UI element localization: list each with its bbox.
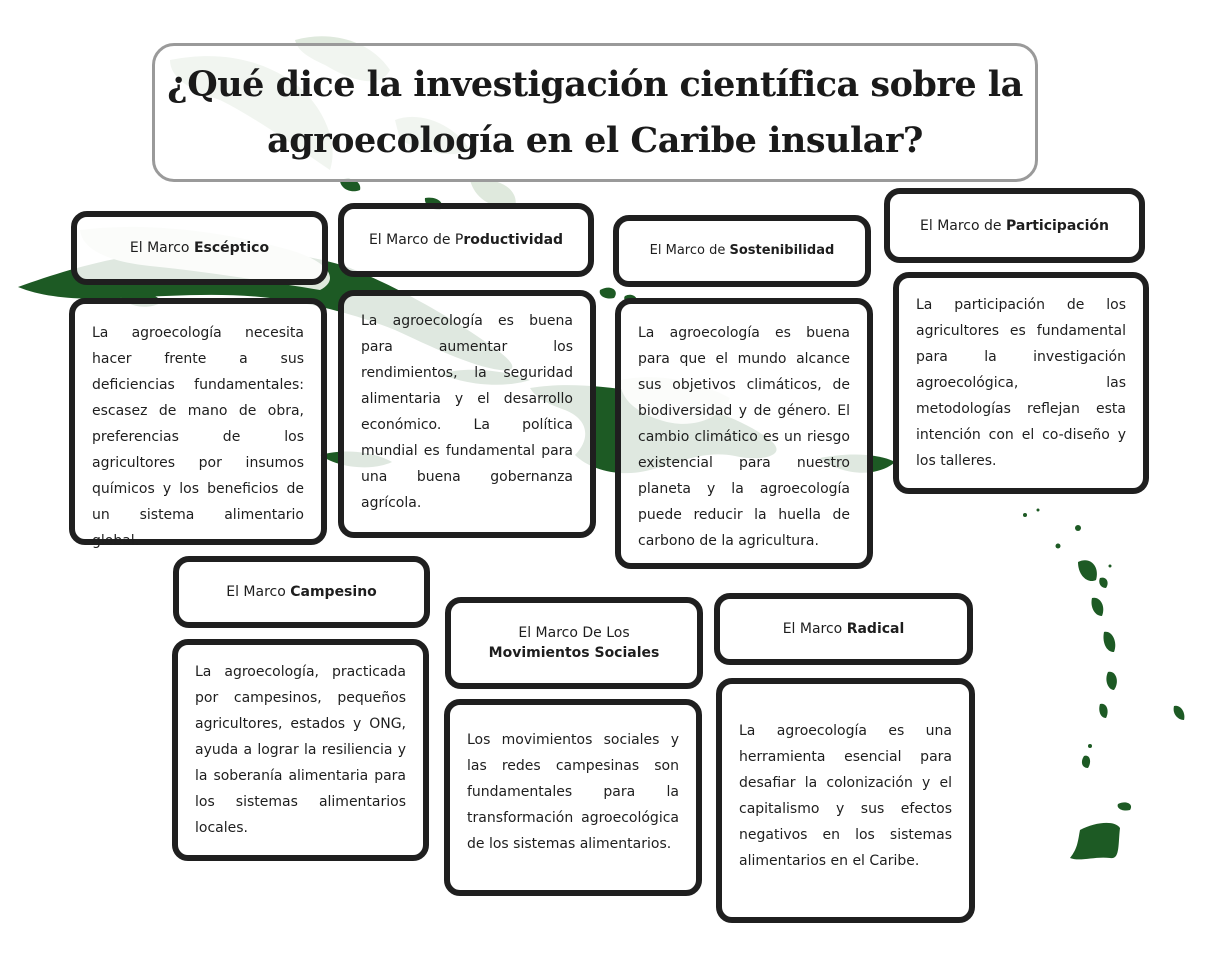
title-line-2: agroecología en el Caribe insular?	[267, 119, 923, 161]
frame-productividad-header	[338, 203, 594, 277]
frame-label: El Marco De Los Movimientos Sociales	[488, 625, 660, 661]
frame-esceptico-body: La agroecología necesita hacer frente a sus deficiencias fundamentales: escasez de mano de obra, preferencias de los agricultores por insumos químicos y los beneficios de un sistema alimentario global.	[69, 298, 327, 545]
frame-label: El Marco Escéptico	[129, 240, 270, 256]
frame-label: El Marco de Sostenibilidad	[649, 243, 835, 258]
frame-label: El Marco Radical	[782, 621, 905, 637]
frame-participacion-header	[884, 188, 1145, 263]
frame-radical-header	[714, 593, 973, 665]
frame-movimientos-header	[445, 597, 703, 689]
frame-esceptico-header	[71, 211, 328, 285]
frame-sostenibilidad-body: La agroecología es buena para que el mundo alcance sus objetivos climáticos, de biodiversidad y de género. El cambio climático es un riesgo existencial para nuestro planeta y la agroecología puede reducir la huella de carbono de la agricultura.	[615, 298, 873, 569]
frame-campesino-body: La agroecología, practicada por campesinos, pequeños agricultores, estados y ONG, ayuda a lograr la resiliencia y la soberanía alimentaria para los sistemas alimentarios locales.	[172, 639, 429, 861]
page-title	[167, 57, 1023, 169]
frame-radical-body: La agroecología es una herramienta esencial para desafiar la colonización y el capitalismo y sus efectos negativos en los sistemas alimentarios en el Caribe.	[716, 678, 975, 923]
frame-productividad-body: La agroecología es buena para aumentar los rendimientos, la seguridad alimentaria y el desarrollo económico. La política mundial es fundamental para una buena gobernanza agrícola.	[338, 290, 596, 538]
title-box	[152, 43, 1038, 182]
frame-sostenibilidad-header	[613, 215, 871, 287]
frame-participacion-body: La participación de los agricultores es fundamental para la investigación agroecológica, las metodologías reflejan esta intención con el co-diseño y los talleres.	[893, 272, 1149, 494]
frame-label: El Marco de Productividad	[368, 232, 564, 248]
frame-label: El Marco Campesino	[226, 584, 377, 600]
frame-label: El Marco de Participación	[920, 217, 1109, 234]
title-line-1: ¿Qué dice la investigación científica sobre la	[167, 63, 1023, 105]
frame-movimientos-body: Los movimientos sociales y las redes campesinas son fundamentales para la transformación agroecológica de los sistemas alimentarios.	[444, 699, 702, 896]
frame-campesino-header	[173, 556, 430, 628]
